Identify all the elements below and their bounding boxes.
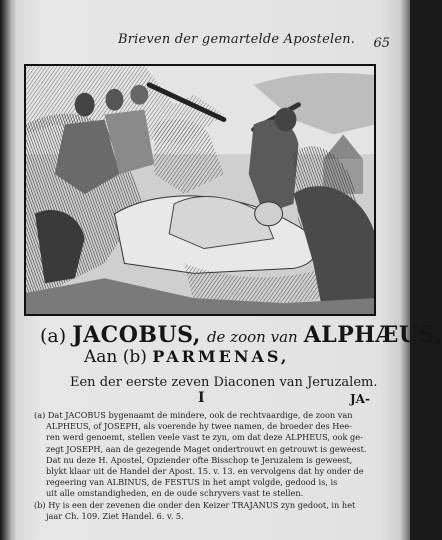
footnote-line: (b) Hy is een der zevenen die onder den Keizer TRAJANUS zyn gedoot, in het — [34, 499, 356, 510]
apostle-name: JACOBUS, — [72, 322, 201, 348]
footnote-line: ALPHEUS, of JOSEPH, als voerende hy twee namen, de broeder des Hee- — [46, 421, 352, 432]
recipient-description: Een der eerste zeven Diaconen van Jeruzalem. — [70, 375, 378, 390]
martyrdom-engraving-illustration — [24, 64, 376, 316]
footnote-line: (a) Dat JACOBUS bygenaamt de mindere, ook de rechtvaardige, de zoon van — [34, 410, 353, 420]
footnote-line: Dat nu deze H. Apostel, Opziender ofte Bisschop te Jeruzalem is geweest, — [46, 454, 353, 465]
father-name: ALPHÆUS, — [303, 322, 442, 348]
page-number: 65 — [373, 36, 390, 51]
title-connector: de zoon van — [206, 328, 298, 346]
footnote-line: zegt JOSEPH, aan de gezegende Maget ondertrouwt en getrouwt is geweest. — [46, 443, 367, 454]
page-gutter-shadow — [0, 0, 16, 540]
engraving-image — [25, 65, 375, 315]
catchword: JA- — [350, 392, 370, 406]
footnote-marker-a: (a) — [40, 325, 67, 347]
footnote-line: blykt klaar uit de Handel der Apost. 15. v. 13. en vervolgens dat hy onder de — [46, 466, 364, 477]
footnote-line: uit alle omstandigheden, en de oude schryvers vast te stellen. — [46, 488, 304, 499]
footnote-line: regeering van ALBINUS, de FESTUS in het ampt volgde, gedood is, is — [46, 477, 338, 488]
footnotes — [34, 410, 384, 522]
recipient-name: PARMENAS, — [152, 347, 290, 366]
letter-title — [40, 322, 442, 348]
running-head: Brieven der gemartelde Apostelen. — [118, 32, 356, 47]
footnote-line: ren werd genoemt, stellen veele vast te zyn, om dat deze ALPHEUS, ook ge- — [46, 432, 363, 443]
footnote-line: jaar Ch. 109. Ziet Handel. 6. v. 5. — [46, 510, 184, 521]
signature-mark: I — [198, 390, 205, 406]
letter-recipient — [84, 347, 289, 367]
recipient-prefix: Aan (b) — [84, 347, 147, 367]
